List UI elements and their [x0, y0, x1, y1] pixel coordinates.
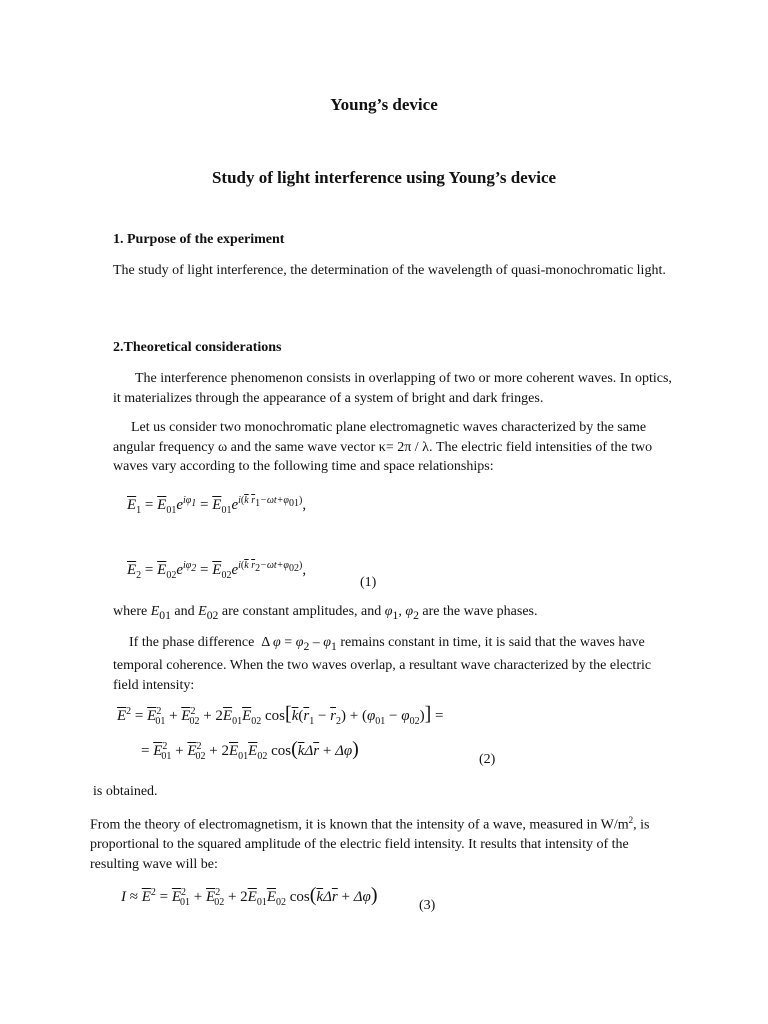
equation-intensity: $I \approx \overline{E}^2 = \overline{E}^2_{01} + \overline{E}^2_{02} + 2\overline{E}_{01}\overline{E}_{02}$ $\cos(\overline{k}\Delta\overline{r} + \Delta\varphi)$ [121, 884, 378, 908]
equation-number-1: (1) [360, 575, 377, 590]
document-subtitle: Study of light interference using Young’s device [211, 168, 557, 187]
document-title: Young’s device [330, 95, 438, 114]
equation-e2: $\overline{E}_2 = \overline{E}_{02}e^{i\varphi_2} = \overline{E}_{02}e^{i(\overline{k} \overline{r}_2-\omega t+\varphi_{02})}$, [127, 560, 307, 581]
paragraph-amplitudes: where $E_{01}$ and $E_{02}$ are constant amplitudes, and $\varphi_1$, $\varphi_2$ are the wave phases. [113, 604, 538, 622]
equation-number-2: (2) [479, 752, 496, 767]
equation-e-squared-2: = $\overline{E}^2_{01} + \overline{E}^2_{02} + 2\overline{E}_{01}\overline{E}_{02}$ $\cos(\overline{k}\Delta\overline{r} + \Delta\varphi)$ [141, 738, 359, 762]
equation-e1: $\overline{E}_1 = \overline{E}_{01}e^{i\varphi_1} = \overline{E}_{01}e^{i(\overline{k} \overline{r}_1-\omega t+\varphi_{01})}$, [127, 495, 307, 516]
section1-heading: 1. Purpose of the experiment [113, 232, 285, 247]
paragraph-waves: Let us consider two monochromatic plane electromagnetic waves characterized by the same angular frequency ω and the same wave vector κ= 2π / λ. The electric field intensities of the two waves vary according to the following time and space relationships: [113, 420, 653, 474]
paragraph-interference: The interference phenomenon consists in overlapping of two or more coherent waves. In optics, it materializes through the appearance of a system of bright and dark fringes. [113, 371, 672, 406]
equation-e-squared-1: $\overline{E}^2 = \overline{E}^2_{01} + \overline{E}^2_{02} + 2\overline{E}_{01}\overline{E}_{02}$ $\cos[\overline{k}(\overline{r}_1 - \overline{r}_2) + (\varphi_{01} - \varphi_{02})]$ = [117, 703, 444, 727]
section1-text: The study of light interference, the determination of the wavelength of quasi-monochromatic light. [113, 263, 666, 278]
paragraph-intensity: From the theory of electromagnetism, it is known that the intensity of a wave, measured in $W/m^2$, is proportional to the squared amplitude of the electric field intensity. It results that intensity of the resulting wave will be: [90, 815, 650, 872]
paragraph-coherence: If the phase difference Δ $\varphi = \varphi_2 - \varphi_1$ remains constant in time, it is said that the waves have temporal coherence. When the two waves overlap, a resultant wave characterized by the electric field intensity: [113, 635, 652, 693]
section2-heading: 2.Theoretical considerations [113, 340, 282, 355]
equation-number-3: (3) [419, 898, 436, 913]
paragraph-obtained: is obtained. [93, 784, 158, 799]
